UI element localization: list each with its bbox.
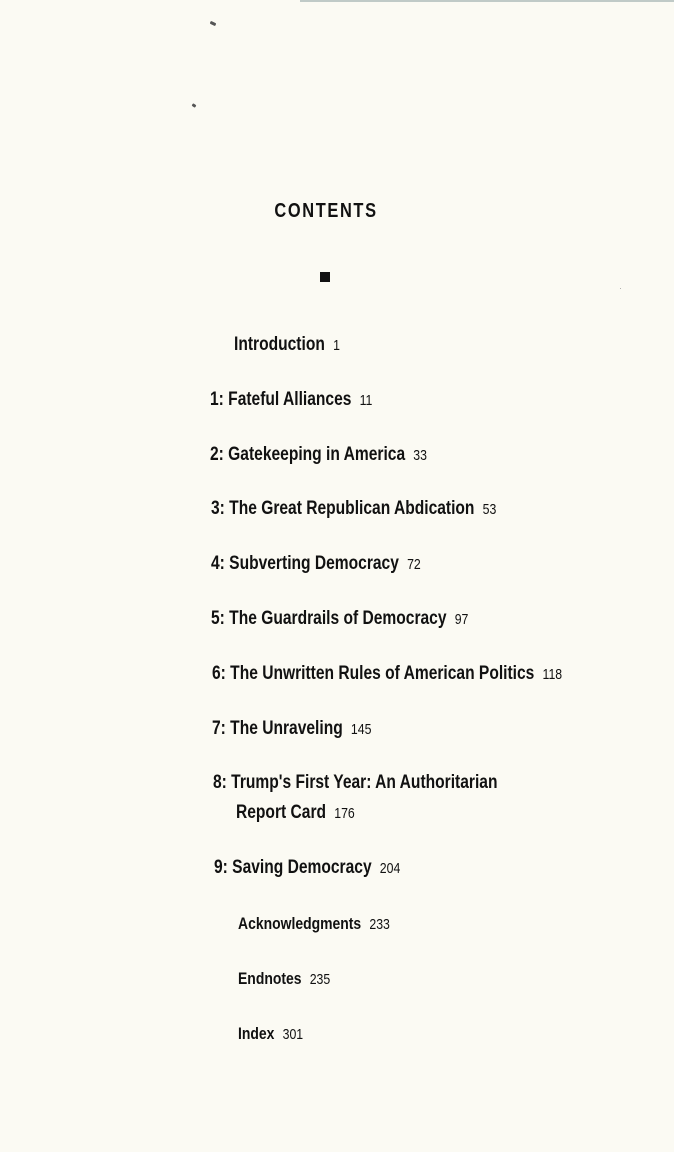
toc-entry-chapter-1 (210, 389, 372, 412)
entry-page-number: 33 (413, 447, 427, 464)
toc-entry-introduction (234, 334, 340, 357)
entry-page-number: 53 (482, 501, 497, 518)
entry-page-number: 233 (369, 916, 390, 933)
entry-title: Introduction (234, 334, 325, 355)
entry-title: Acknowledgments (238, 914, 362, 933)
toc-entry-chapter-8-continued (236, 802, 355, 825)
entry-title-continued: Report Card (236, 802, 327, 823)
entry-page-number: 1 (333, 337, 340, 354)
entry-title: 1: Fateful Alliances (210, 389, 352, 410)
toc-entry-chapter-7 (212, 718, 371, 741)
entry-page-number: 176 (334, 805, 355, 822)
toc-entry-chapter-6 (212, 663, 562, 686)
toc-entry-index (238, 1023, 303, 1046)
ornament-square (320, 272, 330, 282)
entry-page-number: 145 (350, 721, 372, 738)
toc-entry-chapter-9 (214, 857, 400, 880)
toc-entry-chapter-5 (211, 608, 468, 631)
entry-page-number: 97 (454, 611, 469, 628)
entry-page-number: 72 (407, 556, 421, 573)
entry-title: 5: The Guardrails of Democracy (211, 608, 447, 629)
toc-entry-chapter-4 (211, 553, 421, 576)
contents-heading: CONTENTS (274, 200, 378, 222)
print-speck (620, 288, 621, 289)
entry-title: 3: The Great Republican Abdication (211, 498, 475, 519)
print-speck (192, 103, 197, 108)
entry-title: 7: The Unraveling (212, 718, 343, 739)
entry-title: 2: Gatekeeping in America (210, 444, 406, 465)
entry-title: 8: Trump's First Year: An Authoritarian (213, 772, 498, 793)
toc-entry-endnotes (238, 968, 330, 991)
toc-entry-acknowledgments (238, 913, 390, 936)
toc-entry-chapter-2 (210, 444, 427, 467)
entry-title: 9: Saving Democracy (214, 857, 372, 878)
page-top-edge (300, 0, 674, 2)
print-speck (210, 21, 217, 26)
toc-entry-chapter-8 (213, 772, 497, 794)
entry-title: Index (238, 1024, 275, 1043)
entry-page-number: 301 (282, 1026, 304, 1043)
entry-page-number: 11 (359, 392, 373, 409)
entry-page-number: 204 (379, 860, 401, 877)
entry-title: 6: The Unwritten Rules of American Politics (212, 663, 535, 684)
entry-page-number: 118 (542, 666, 563, 683)
toc-entry-chapter-3 (211, 498, 496, 521)
entry-title: Endnotes (238, 969, 302, 988)
entry-page-number: 235 (309, 971, 331, 988)
entry-title: 4: Subverting Democracy (211, 553, 399, 574)
